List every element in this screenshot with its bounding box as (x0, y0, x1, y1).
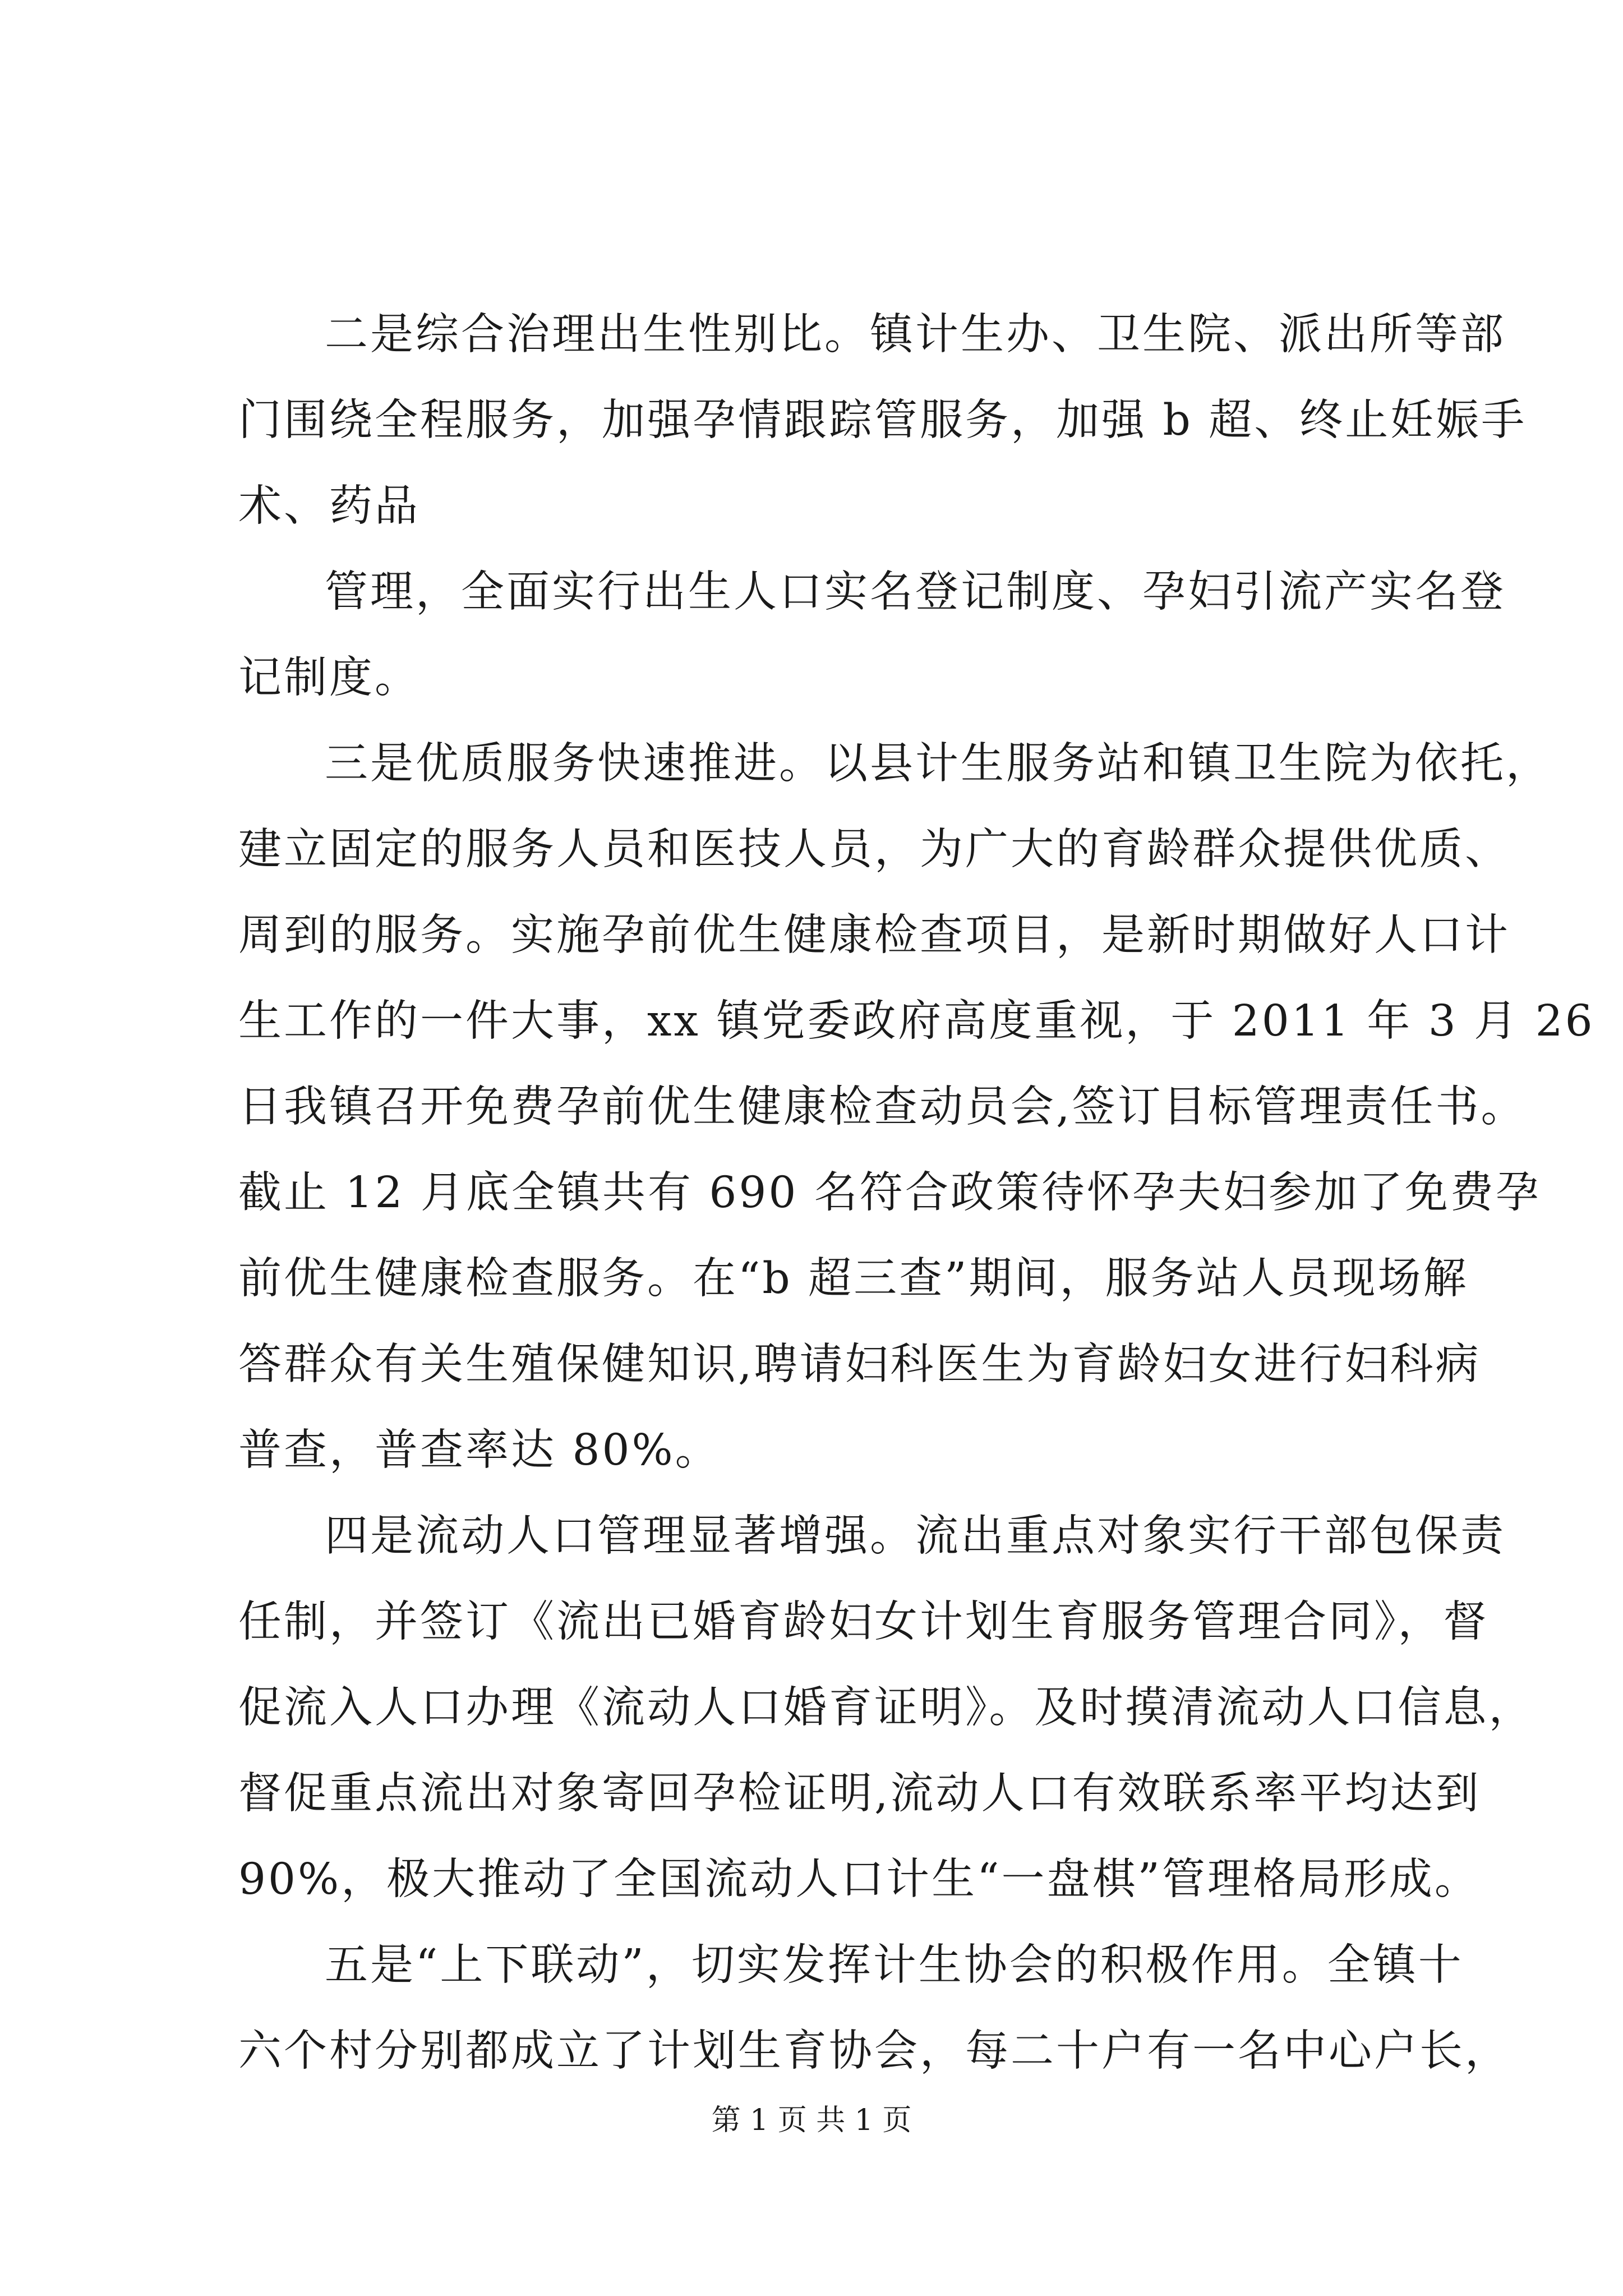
text-line: 周到的服务。实施孕前优生健康检查项目，是新时期做好人口计 (238, 910, 1510, 960)
text-line: 四是流动人口管理显著增强。流出重点对象实行干部包保责 (325, 1511, 1506, 1561)
text-line: 截止 12 月底全镇共有 690 名符合政策待怀孕夫妇参加了免费孕 (238, 1168, 1541, 1218)
text-line: 90%，极大推动了全国流动人口计生“一盘棋”管理格局形成。 (238, 1855, 1480, 1904)
text-line: 答群众有关生殖保健知识,聘请妇科医生为育龄妇女进行妇科病 (238, 1340, 1481, 1389)
text-line: 五是“上下联动”，切实发挥计生协会的积极作用。全镇十 (325, 1940, 1464, 1990)
text-line: 督促重点流出对象寄回孕检证明,流动人口有效联系率平均达到 (238, 1769, 1481, 1819)
text-line: 普查，普查率达 80%。 (238, 1425, 721, 1475)
text-line: 二是综合治理出生性别比。镇计生办、卫生院、派出所等部 (325, 310, 1506, 360)
text-line: 术、药品 (238, 481, 420, 531)
page-number-label: 第 1 页 共 1 页 (711, 2104, 912, 2137)
text-line: 生工作的一件大事，xx 镇党委政府高度重视，于 2011 年 3 月 26 (238, 996, 1595, 1046)
page-footer (0, 2101, 1623, 2140)
text-line: 门围绕全程服务，加强孕情跟踪管服务，加强 b 超、终止妊娠手 (238, 395, 1527, 445)
text-line: 管理，全面实行出生人口实名登记制度、孕妇引流产实名登 (325, 567, 1506, 617)
text-line: 六个村分别都成立了计划生育协会，每二十户有一名中心户长， (238, 2026, 1510, 2076)
text-line: 前优生健康检查服务。在“b 超三查”期间，服务站人员现场解 (238, 1254, 1469, 1304)
text-line: 任制，并签订《流出已婚育龄妇女计划生育服务管理合同》，督 (238, 1597, 1489, 1647)
text-line: 记制度。 (238, 653, 420, 703)
text-line: 三是优质服务快速推进。以县计生服务站和镇卫生院为依托， (325, 739, 1551, 789)
document-body (238, 292, 1595, 2094)
text-line: 建立固定的服务人员和医技人员，为广大的育龄群众提供优质、 (238, 825, 1510, 875)
text-line: 日我镇召开免费孕前优生健康检查动员会,签订目标管理责任书。 (238, 1082, 1527, 1132)
text-line: 促流入人口办理《流动人口婚育证明》。及时摸清流动人口信息， (238, 1683, 1534, 1733)
